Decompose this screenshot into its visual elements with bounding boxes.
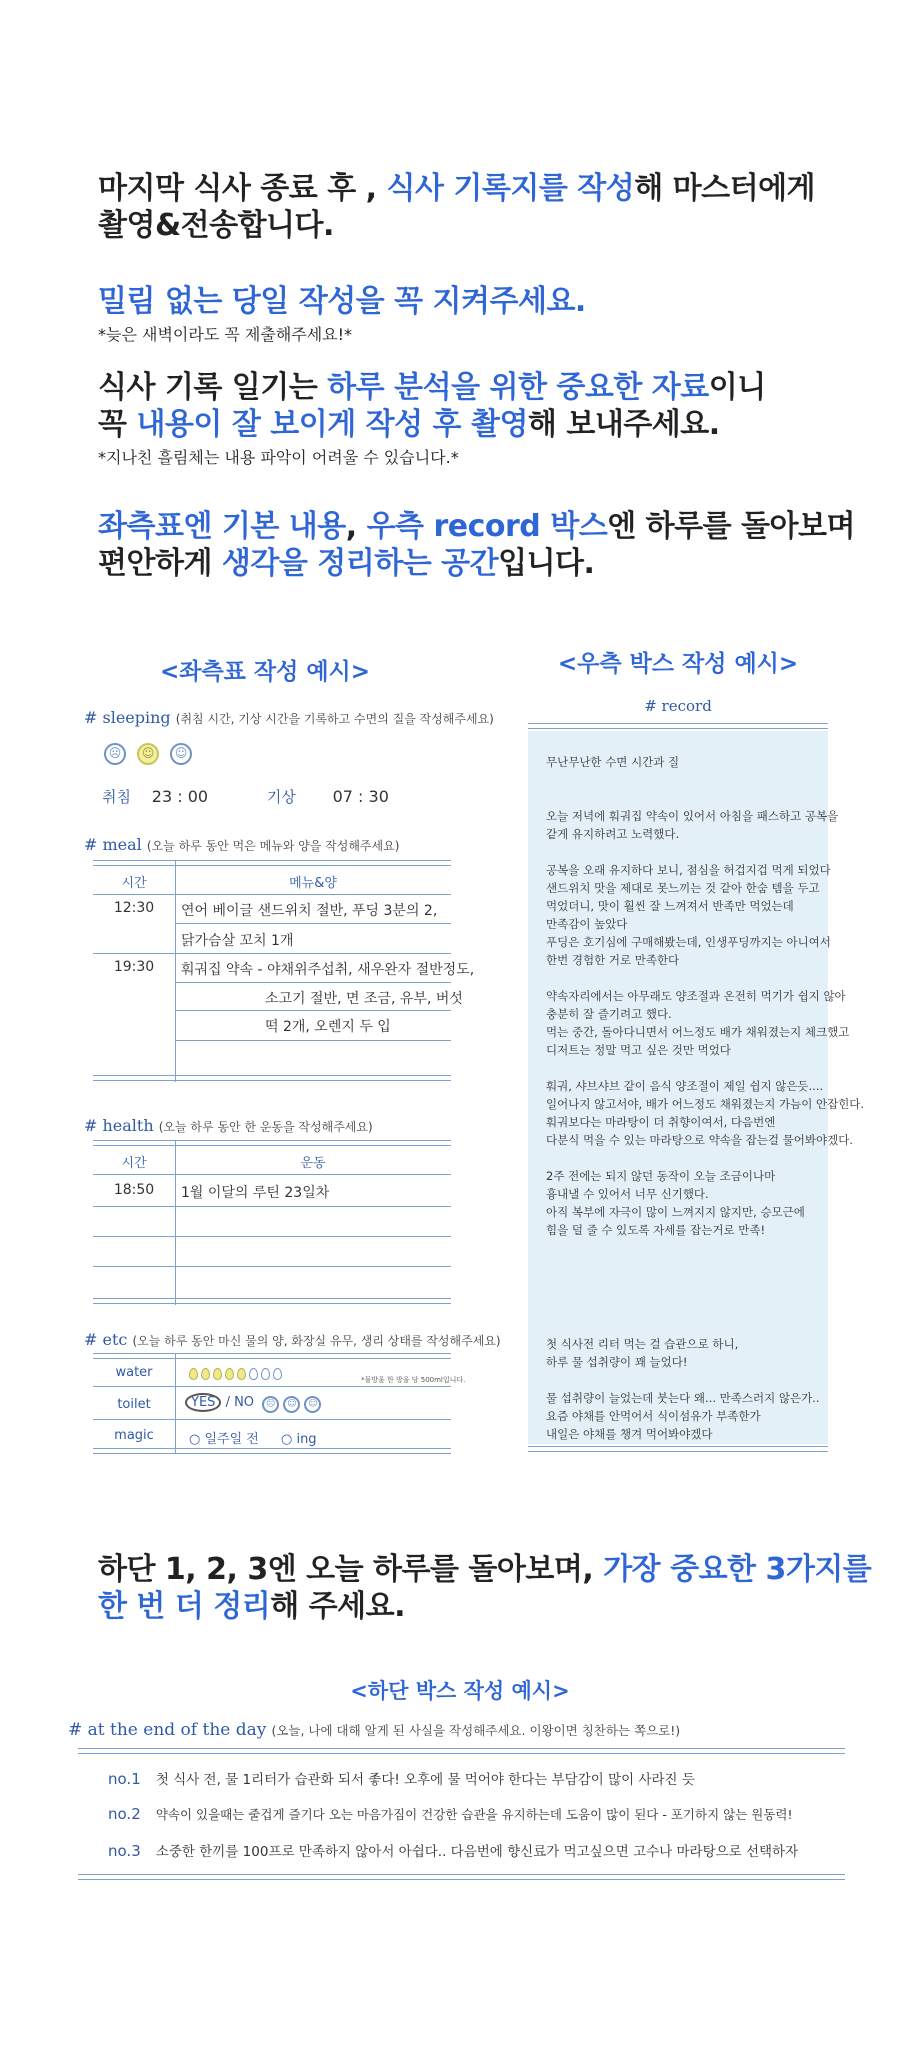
end-item-text: 첫 식사 전, 물 1리터가 습관화 되서 좋다! 오후에 물 먹어야 한다는 부담감이 많이 사라진 듯	[155, 1772, 695, 1788]
intro-highlight: 생각을 정리하는 공간	[221, 546, 499, 581]
water-drop-empty-icon	[273, 1368, 282, 1380]
end-bottom-rule	[78, 1874, 845, 1880]
meal-col-time: 시간	[121, 876, 147, 891]
intro-text: 입니다.	[498, 546, 595, 581]
end-of-day-hint: (오늘, 나에 대해 알게 된 사실을 작성해주세요. 이왕이면 칭찬하는 쪽으로!)	[271, 1723, 681, 1738]
record-line: 푸딩은 호기심에 구매해봤는데, 인생푸딩까지는 아니여서	[546, 935, 831, 949]
record-line: 먹었더니, 맛이 훨씬 잘 느껴져서 반족만 먹었는데	[546, 899, 794, 913]
meal-row-menu: 훠궈집 약속 - 야채위주섭취, 새우완자 절반정도,	[181, 962, 475, 978]
intro-text: 이니	[708, 370, 766, 405]
intro-highlight: 우측 record 박스	[366, 509, 608, 544]
record-line: 충분히 잘 즐기려고 했다.	[546, 1007, 672, 1021]
intro-text: 해 마스터에게	[634, 171, 816, 206]
intro-highlight: 식사 기록지를 작성	[386, 171, 635, 206]
end-item-text: 소중한 한끼를 100프로 만족하지 않아서 아쉽다.. 다음번에 향신료가 먹고싶으면 고수나 마라탕으로 선택하자	[155, 1844, 799, 1860]
meal-row-menu: 연어 베이글 샌드위치 절반, 푸딩 3분의 2,	[181, 903, 438, 919]
magic-options	[189, 1428, 317, 1447]
sleep-time: 23 : 00	[151, 787, 209, 806]
wake-time: 07 : 30	[332, 787, 389, 806]
happy-face-icon: ☺	[170, 743, 192, 765]
bottom-intro	[98, 1551, 871, 1625]
intro-highlight: 한 번 더 정리	[98, 1589, 271, 1624]
neutral-face-icon: ☺	[137, 743, 159, 765]
water-drop-filled-icon	[237, 1368, 246, 1380]
meal-header	[84, 835, 399, 854]
record-line: 내일은 야채를 챙겨 먹어봐야겠다	[546, 1427, 713, 1441]
end-of-day-label: # at the end of the day	[68, 1720, 267, 1740]
sleeping-hint: (취침 시간, 기상 시간을 기록하고 수면의 질을 작성해주세요)	[175, 712, 494, 726]
etc-label: # etc	[84, 1330, 128, 1349]
record-line: 훠궈보다는 마라탕이 더 취향이여서, 다음번엔	[546, 1115, 776, 1129]
water-drop-filled-icon	[213, 1368, 222, 1380]
record-bottom-rule	[528, 1446, 828, 1452]
record-line: 공복을 오래 유지하다 보니, 점심을 허겁지겁 먹게 되었다	[546, 863, 831, 877]
sleep-times	[102, 786, 389, 807]
toilet-no: / NO	[225, 1395, 255, 1410]
water-label: water	[115, 1365, 153, 1380]
record-line	[546, 843, 864, 861]
sleep-label: 취침	[102, 788, 131, 806]
end-top-rule	[78, 1748, 845, 1754]
intro-text: 해 보내주세요.	[527, 407, 720, 442]
toilet-options	[185, 1393, 321, 1413]
health-table	[93, 1140, 451, 1305]
record-line	[546, 1149, 864, 1167]
record-box	[528, 731, 865, 1444]
record-line: 샌드위치 맛을 제대로 못느끼는 것 같아 한숨 템을 두고	[546, 881, 820, 895]
intro-note-2: *늦은 새벽이라도 꼭 제출해주세요!*	[98, 325, 353, 344]
sad-face-icon: ☹	[262, 1396, 279, 1413]
end-item-number: no.3	[108, 1842, 141, 1860]
intro-paragraph-4	[98, 508, 855, 582]
water-drop-filled-icon	[189, 1368, 198, 1380]
intro-paragraph-3	[98, 369, 766, 443]
etc-header	[84, 1330, 501, 1349]
health-col-exercise: 운동	[300, 1156, 326, 1171]
intro-text: 촬영&전송합니다.	[98, 208, 334, 243]
end-of-day-header	[68, 1720, 680, 1740]
record-line: 훠궈, 샤브샤브 같이 음식 양조절이 제일 쉽지 않은듯....	[546, 1079, 824, 1093]
record-line: 같게 유지하려고 노력했다.	[546, 827, 680, 841]
happy-face-icon: ☺	[304, 1396, 321, 1413]
record-label: # record	[644, 697, 712, 715]
health-row-exercise: 1월 이달의 루틴 23일차	[181, 1185, 330, 1201]
health-hint: (오늘 하루 동안 한 운동을 작성해주세요)	[158, 1120, 373, 1134]
intro-text: 해 주세요.	[270, 1589, 405, 1624]
record-line: 다분식 먹을 수 있는 마라탕으로 약속을 잡는걸 물어봐야겠다.	[546, 1133, 853, 1147]
intro-text: ,	[345, 509, 367, 544]
record-line: 무난무난한 수면 시간과 질	[546, 755, 680, 769]
water-note: *물방울 한 방울 당 500ml입니다.	[361, 1376, 466, 1384]
meal-row-menu: 떡 2개, 오렌지 두 입	[265, 1019, 391, 1035]
water-drops	[189, 1365, 285, 1384]
record-line: 만족감이 높았다	[546, 917, 628, 931]
record-line	[546, 771, 864, 789]
intro-text: 편안하게	[98, 546, 222, 581]
water-drop-filled-icon	[225, 1368, 234, 1380]
health-label: # health	[84, 1116, 154, 1135]
intro-note-3: *지나친 흘림체는 내용 파악이 어려울 수 있습니다.*	[98, 448, 459, 467]
health-col-time: 시간	[121, 1156, 147, 1171]
neutral-face-icon: ☺	[283, 1396, 300, 1413]
record-line: 먹는 중간, 돌아다니면서 어느정도 배가 채워졌는지 체크했고	[546, 1025, 850, 1039]
record-top-rule	[528, 723, 828, 729]
end-item-text: 약속이 있을때는 줄겁게 즐기다 오는 마음가짐이 건강한 습관을 유지하는데 도움이 많이 된다 - 포기하지 않는 원동력!	[155, 1807, 793, 1822]
record-line: 흉내낼 수 있어서 너무 신기했다.	[546, 1187, 709, 1201]
magic-option-1: ○ 일주일 전	[189, 1432, 259, 1447]
meal-table	[93, 860, 475, 1082]
left-example-title: <좌측표 작성 예시>	[159, 659, 371, 685]
right-example-title: <우측 박스 작성 예시>	[557, 651, 799, 677]
wake-label: 기상	[266, 788, 296, 806]
record-line: 아직 복부에 자극이 많이 느껴지지 않지만, 승모근에	[546, 1205, 805, 1219]
end-item	[108, 1804, 792, 1823]
health-row-time: 18:50	[113, 1182, 155, 1198]
record-text-bottom	[546, 1335, 820, 1443]
water-drop-empty-icon	[261, 1368, 270, 1380]
bottom-example-title: <하단 박스 작성 예시>	[350, 1679, 570, 1703]
meal-label: # meal	[84, 835, 142, 854]
intro-text: 하단 1, 2, 3엔 오늘 하루를 돌아보며,	[98, 1552, 604, 1587]
intro-text: 마지막 식사 종료 후 ,	[98, 171, 387, 206]
record-line: 요즘 야채를 안먹어서 식이섬유가 부족한가	[546, 1409, 761, 1423]
record-text-top	[546, 753, 864, 1239]
sleeping-header	[84, 708, 494, 727]
water-drop-empty-icon	[249, 1368, 258, 1380]
end-item	[108, 1840, 798, 1860]
magic-label: magic	[114, 1428, 154, 1443]
meal-col-menu: 메뉴&양	[289, 876, 337, 891]
record-line: 하루 물 섭취량이 꽤 늘었다!	[546, 1355, 688, 1369]
sad-face-icon: ☹	[104, 743, 126, 765]
record-line: 디저트는 정말 먹고 싶은 것만 먹었다	[546, 1043, 731, 1057]
record-line: 한번 경험한 거로 만족한다	[546, 953, 680, 967]
toilet-yes: YES	[185, 1393, 221, 1412]
sleep-quality-faces	[104, 742, 192, 765]
meal-row-menu: 닭가슴살 꼬치 1개	[181, 933, 294, 949]
intro-text: 식사 기록 일기는	[98, 370, 328, 405]
record-line: 약속자리에서는 아무래도 양조절과 온전히 먹기가 쉽지 않아	[546, 989, 846, 1003]
intro-highlight: 내용이 잘 보이게 작성 후 촬영	[136, 407, 528, 442]
meal-hint: (오늘 하루 동안 먹은 메뉴와 양을 작성해주세요)	[146, 839, 400, 853]
record-line: 물 섭취량이 늘었는데 붓는다 왜... 만족스러지 않은가..	[546, 1391, 820, 1405]
record-line: 2주 전에는 되지 않던 동작이 오늘 조금이나마	[546, 1169, 776, 1183]
meal-row-menu: 소고기 절반, 면 조금, 유부, 버섯	[265, 991, 463, 1007]
intro-text: 꼭	[98, 407, 137, 442]
record-line: 오늘 저녁에 훠궈집 약속이 있어서 아침을 패스하고 공복을	[546, 809, 839, 823]
intro-paragraph-1	[98, 170, 815, 244]
record-line: 첫 식사전 리터 먹는 걸 습관으로 하니,	[546, 1337, 739, 1351]
end-item	[108, 1768, 695, 1788]
health-header	[84, 1116, 373, 1135]
intro-highlight: 가장 중요한 3가지를	[603, 1552, 872, 1587]
record-line	[546, 789, 864, 807]
intro-text: 엔 하루를 돌아보며	[607, 509, 855, 544]
record-line	[546, 1371, 820, 1389]
end-item-number: no.2	[108, 1805, 141, 1823]
magic-option-2: ○ ing	[280, 1432, 317, 1447]
record-line: 힘을 덜 줄 수 있도록 자세를 잡는거로 만족!	[546, 1223, 766, 1237]
intro-paragraph-2: 밀림 없는 당일 작성을 꼭 지켜주세요.	[98, 284, 586, 319]
meal-row-time: 12:30	[113, 900, 155, 916]
water-drop-filled-icon	[201, 1368, 210, 1380]
toilet-label: toilet	[117, 1397, 151, 1412]
sleeping-label: # sleeping	[84, 708, 171, 727]
meal-row-time: 19:30	[113, 959, 155, 975]
intro-highlight: 좌측표엔 기본 내용	[98, 509, 346, 544]
record-line	[546, 1059, 864, 1077]
etc-table	[93, 1353, 466, 1454]
record-line	[546, 969, 864, 987]
etc-hint: (오늘 하루 동안 마신 물의 양, 화장실 유무, 생리 상태를 작성해주세요)	[132, 1334, 501, 1348]
record-line: 일어나지 않고서야, 배가 어느정도 채워졌는지 가늠이 안잡힌다.	[546, 1097, 865, 1111]
end-item-number: no.1	[108, 1770, 141, 1788]
intro-highlight: 하루 분석을 위한 중요한 자료	[327, 370, 709, 405]
